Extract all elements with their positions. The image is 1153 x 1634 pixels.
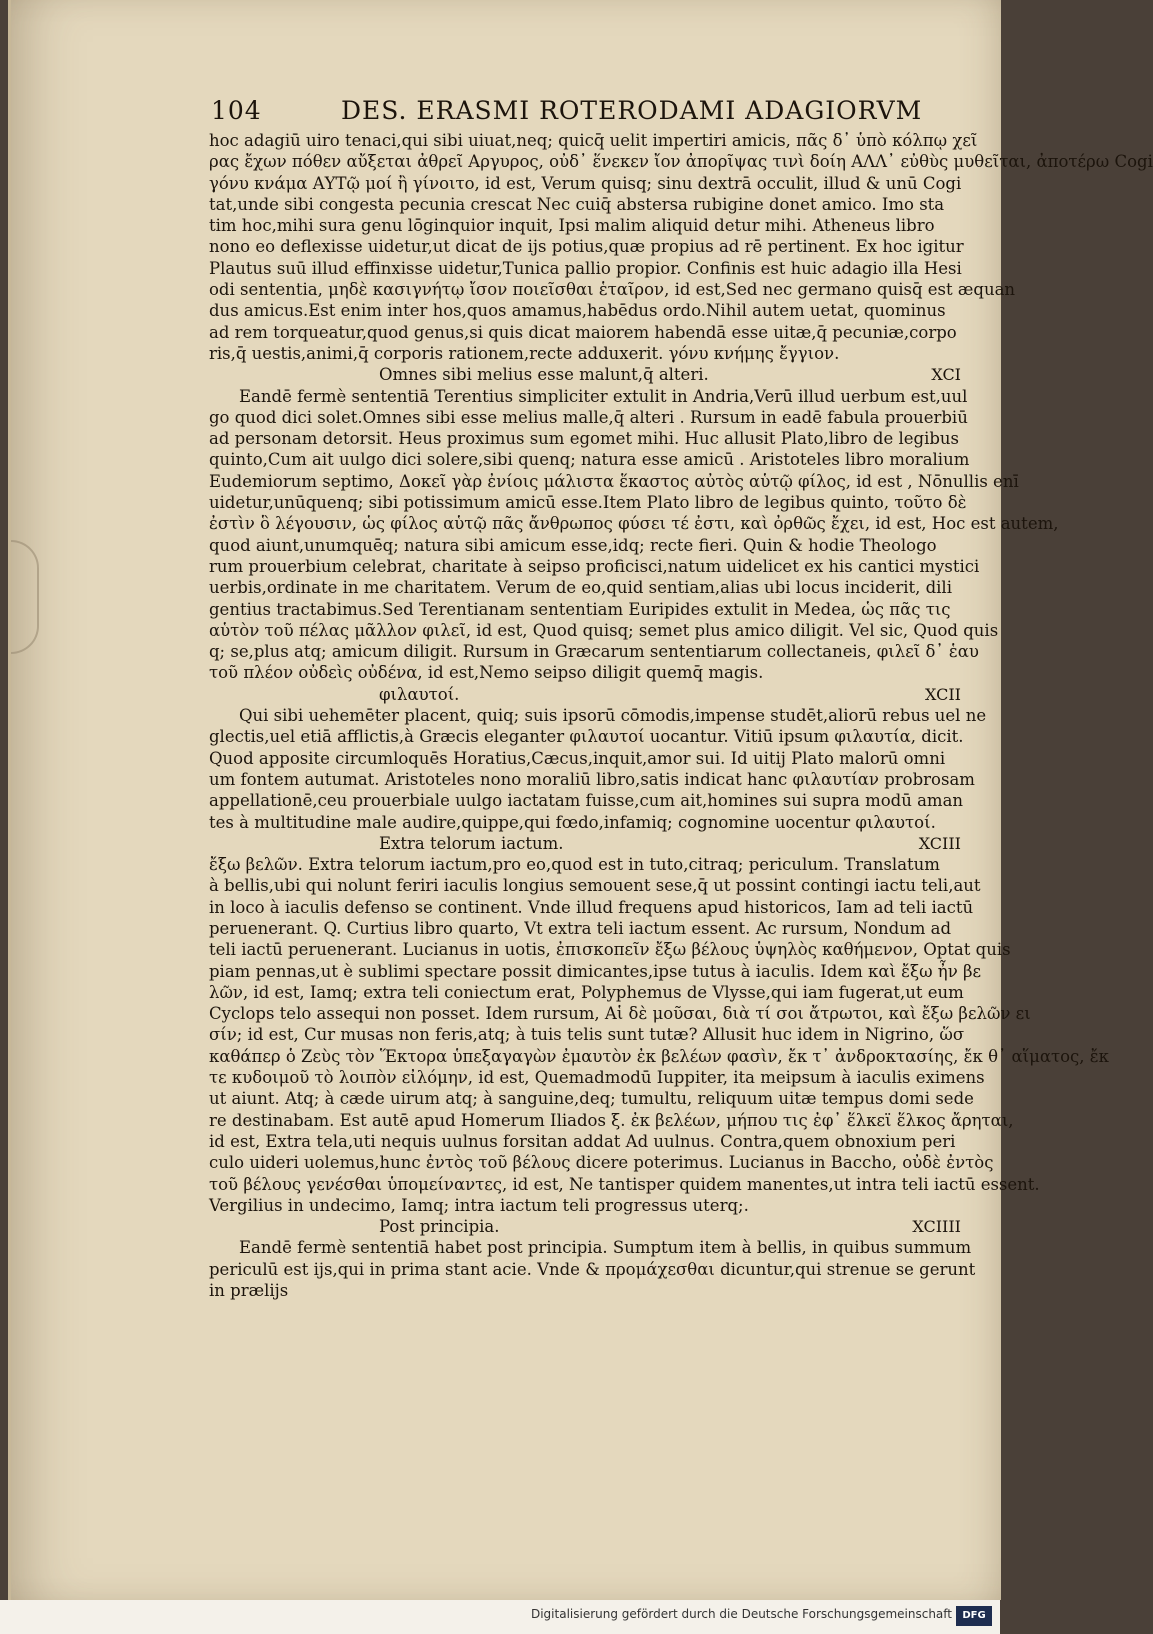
book-page	[8, 0, 1153, 1600]
text-line	[209, 1174, 1040, 1195]
text-line	[209, 1237, 971, 1258]
text-line	[209, 875, 981, 896]
line-text: Eandē fermè sententiā Terentius simpliciter extulit in Andria,Verū illud uerbum est,uul	[239, 386, 968, 406]
text-line	[209, 215, 971, 236]
line-text: q; se,plus atq; amicum diligit. Rursum in Græcarum sententiarum collectaneis, φιλεῖ δ᾽ ἑαυ	[209, 642, 979, 662]
text-line	[209, 300, 971, 321]
text-line	[209, 194, 971, 215]
text-line	[209, 1110, 1014, 1131]
line-text: Vergilius in undecimo, Iamq; intra iactum teli progressus uterq;.	[209, 1195, 749, 1215]
line-text: glectis,uel etiā afflictis,à Græcis eleganter φιλαυτοί uocantur. Vitiū ipsum φιλαυτία, dicit.	[209, 727, 964, 747]
text-line	[209, 1003, 1031, 1024]
adage-number: XCIIII	[912, 1217, 961, 1237]
text-line	[209, 535, 971, 556]
text-line	[209, 236, 971, 257]
text-line	[209, 407, 971, 428]
adage-number: XCIII	[918, 833, 961, 853]
line-text: Quod apposite circumloquēs Horatius,Cæcus,inquit,amor sui. Id uitij Plato malorū omni	[209, 748, 946, 768]
line-text: τοῦ πλέον οὐδεὶς οὐδένα, id est,Nemo seipso diligit quemq̄ magis.	[209, 663, 764, 683]
text-line	[209, 428, 971, 449]
line-text: uerbis,ordinate in me charitatem. Verum de eo,quid sentiam,alias ubi locus inciderit, dili	[209, 578, 952, 598]
text-line	[209, 748, 971, 769]
adage-heading	[209, 684, 971, 705]
line-text: quod aiunt,unumquēq; natura sibi amicum esse,idq; recte fieri. Quin & hodie Theologo	[209, 535, 937, 555]
text-line	[209, 620, 999, 641]
text-line	[209, 897, 974, 918]
line-text: Eudemiorum septimo, Δοκεῖ γὰρ ἐνίοις μάλιστα ἕκαστος αὐτὸς αὑτῷ φίλος, id est , Nōnullis enī	[209, 471, 1019, 491]
line-text: Post principia.	[379, 1217, 500, 1237]
footer-bar	[0, 1600, 1000, 1634]
line-text: σίν; id est, Cur musas non feris,atq; à tuis telis sunt tutæ? Allusit huc idem in Nigrino, ὥσ	[209, 1025, 965, 1045]
line-text: à bellis,ubi qui nolunt feriri iaculis longius semouent sese,q̄ ut possint contingi iactu teli,aut	[209, 876, 981, 896]
adage-number: XCI	[931, 365, 961, 385]
text-line	[209, 322, 971, 343]
text-line	[209, 1024, 971, 1045]
line-text: ἔξω βελῶν. Extra telorum iactum,pro eo,quod est in tuto,citraq; periculum. Translatum	[209, 855, 940, 875]
text-line	[209, 1046, 1109, 1067]
line-text: ad rem torqueatur,quod genus,si quis dicat maiorem habendā esse uitæ,q̄ pecuniæ,corpo	[209, 322, 957, 342]
line-text: Cyclops telo assequi non posset. Idem rursum, Αἱ δὲ μοῦσαι, διὰ τί σοι ἄτρωτοι, καὶ ἔξω βελῶν ει	[209, 1004, 1031, 1024]
text-line	[209, 599, 971, 620]
line-text: tim hoc,mihi sura genu lōginquior inquit, Ipsi malim aliquid detur mihi. Atheneus libro	[209, 216, 935, 236]
text-line	[209, 662, 971, 683]
text-line	[209, 769, 975, 790]
line-text: ρας ἔχων πόθεν αὔξεται ἀθρεῖ Αργυρος, οὐδ᾽ ἕνεκεν ἴον ἀπορῖψας τινὶ δοίη ΑΛΛ᾽ εὐθὺς μυθεῖται, ἀποτέρω Cogi	[209, 152, 1153, 172]
dfg-logo: DFG	[956, 1606, 992, 1626]
line-text: λῶν, id est, Iamq; extra teli coniectum erat, Polyphemus de Vlysse,qui iam fugerat,ut eum	[209, 982, 964, 1002]
text-line	[209, 1131, 971, 1152]
text-line	[209, 492, 971, 513]
text-line	[209, 556, 980, 577]
text-line	[209, 641, 979, 662]
line-text: tat,unde sibi congesta pecunia crescat Nec cuiq̄ abstersa rubigine donet amico. Imo sta	[209, 194, 945, 214]
line-text: τοῦ βέλους γενέσθαι ὑπομείναντες, id est, Ne tantisper quidem manentes,ut intra teli iactū essent.	[209, 1174, 1040, 1194]
adage-number: XCII	[925, 684, 961, 704]
line-text: Eandē fermè sententiā habet post principia. Sumptum item à bellis, in quibus summum	[239, 1238, 972, 1258]
text-line	[209, 790, 971, 811]
line-text: in prælijs	[209, 1281, 289, 1301]
line-text: in loco à iaculis defenso se continent. Vnde illud frequens apud historicos, Iam ad teli iactū	[209, 897, 974, 917]
line-text: odi sententia, μηδὲ κασιγνήτῳ ἴσον ποιεῖσθαι ἑταῖρον, id est,Sed nec germano quisq̄ est æquan	[209, 280, 1016, 300]
text-line	[209, 961, 982, 982]
line-text: quinto,Cum ait uulgo dici solere,sibi quenq; natura esse amicū . Aristoteles libro moralium	[209, 450, 970, 470]
text-line	[209, 513, 1059, 534]
text-line	[209, 130, 978, 151]
text-line	[209, 577, 971, 598]
text-line	[209, 151, 1153, 172]
line-text: re destinabam. Est autē apud Homerum Iliados ξ. ἐκ βελέων, μήπου τις ἐφ᾽ ἕλκεϊ ἕλκος ἄρηται,	[209, 1110, 1014, 1130]
line-text: Extra telorum iactum.	[379, 833, 564, 853]
page-number: 104	[211, 96, 262, 125]
line-text: appellationē,ceu prouerbiale uulgo iactatam fuisse,cum ait,homines sui supra modū aman	[209, 791, 964, 811]
line-text: Omnes sibi melius esse malunt,q̄ alteri.	[379, 365, 709, 385]
running-header	[211, 96, 971, 125]
text-body	[209, 130, 1153, 1301]
line-text: peruenerant. Q. Curtius libro quarto, Vt extra teli iactum essent. Ac rursum, Nondum ad	[209, 918, 952, 938]
line-text: periculū est ijs,qui in prima stant acie. Vnde & προμάχεσθαι dicuntur,qui strenue se gerunt	[209, 1259, 976, 1279]
line-text: piam pennas,ut è sublimi spectare possit dimicantes,ipse tutus à iaculis. Idem καὶ ἔξω ἦν βε	[209, 961, 982, 981]
text-line	[209, 812, 971, 833]
text-line	[209, 1152, 994, 1173]
text-line	[209, 726, 971, 747]
line-text: γόνυ κνάμα ΑΥΤῷ μοί ἢ γίνοιτο, id est, Verum quisq; sinu dextrā occulit, illud & unū Cogi	[209, 173, 962, 193]
text-line	[209, 1195, 971, 1216]
text-line	[209, 173, 971, 194]
line-text: Qui sibi uehemēter placent, quiq; suis ipsorū cōmodis,impense studēt,aliorū rebus uel ne	[239, 706, 987, 726]
text-line	[209, 939, 1011, 960]
adage-heading	[209, 364, 971, 385]
text-line	[209, 449, 971, 470]
line-text: nono eo deflexisse uidetur,ut dicat de ijs potius,quæ propius ad rē pertinent. Ex hoc igitur	[209, 237, 964, 257]
funding-credit: Digitalisierung gefördert durch die Deutsche Forschungsgemeinschaft	[530, 1607, 952, 1621]
line-text: φιλαυτοί.	[379, 684, 460, 704]
line-text: hoc adagiū uiro tenaci,qui sibi uiuat,neq; quicq̄ uelit impertiri amicis, πᾶς δ᾽ ὑπὸ κόλπῳ χεῖ	[209, 131, 978, 150]
line-text: ad personam detorsit. Heus proximus sum egomet mihi. Huc allusit Plato,libro de legibus	[209, 429, 960, 449]
text-line	[209, 918, 971, 939]
text-line	[209, 1088, 974, 1109]
text-line	[209, 1067, 985, 1088]
line-text: culo uideri uolemus,hunc ἐντὸς τοῦ βέλους dicere poterimus. Lucianus in Baccho, οὐδὲ ἐντὸς	[209, 1153, 994, 1173]
text-line	[209, 258, 971, 279]
text-line	[209, 471, 1019, 492]
text-line	[209, 1280, 971, 1301]
line-text: dus amicus.Est enim inter hos,quos amamus,habēdus ordo.Nihil autem uetat, quominus	[209, 301, 946, 321]
line-text: ut aiunt. Atq; à cæde uirum atq; à sanguine,deq; tumultu, reliquum uitæ tempus domi sede	[209, 1089, 974, 1109]
running-title: DES. ERASMI ROTERODAMI ADAGIORVM	[341, 96, 923, 125]
line-text: rum prouerbium celebrat, charitate à seipso proficisci,natum uidelicet ex his cantici mystici	[209, 556, 980, 576]
text-line	[209, 854, 971, 875]
line-text: teli iactū peruenerant. Lucianus in uotis, ἐπισκοπεῖν ἔξω βέλους ὑψηλὸς καθήμενον, Optat quis	[209, 940, 1011, 960]
adage-heading	[209, 1216, 971, 1237]
line-text: um fontem autumat. Aristoteles nono moraliū libro,satis indicat hanc φιλαυτίαν probrosam	[209, 769, 975, 789]
text-line	[209, 1259, 976, 1280]
line-text: τε κυδοιμοῦ τὸ λοιπὸν εἰλόμην, id est, Quemadmodū Iuppiter, ita meipsum à iaculis eximens	[209, 1068, 985, 1088]
line-text: uidetur,unūquenq; sibi potissimum amicū esse.Item Plato libro de legibus quinto, τοῦτο δὲ	[209, 493, 967, 513]
line-text: ris,q̄ uestis,animi,q̄ corporis rationem,recte adduxerit. γόνυ κνήμης ἔγγιον.	[209, 343, 840, 363]
text-line	[209, 386, 971, 407]
line-text: καθάπερ ὁ Ζεὺς τὸν Ἕκτορα ὑπεξαγαγὼν ἐμαυτὸν ἐκ βελέων φασὶν, ἔκ τ᾽ ἀνδροκτασίης, ἔκ θ᾽ αἵματος, ἔκ	[209, 1046, 1109, 1066]
line-text: tes à multitudine male audire,quippe,qui fœdo,infamiq; cognomine uocentur φιλαυτοί.	[209, 812, 936, 832]
line-text: ἐστὶν ὃ λέγουσιν, ὡς φίλος αὑτῷ πᾶς ἄνθρωπος φύσει τέ ἐστι, καὶ ὀρθῶς ἔχει, id est, Hoc est autem,	[209, 514, 1059, 534]
line-text: Plautus suū illud effinxisse uidetur,Tunica pallio propior. Confinis est huic adagio illa Hesi	[209, 258, 962, 278]
line-text: αὑτὸν τοῦ πέλας μᾶλλον φιλεῖ, id est, Quod quisq; semet plus amico diligit. Vel sic, Quod quis	[209, 620, 999, 640]
text-line	[209, 343, 971, 364]
text-line	[209, 705, 987, 726]
text-line	[209, 982, 971, 1003]
line-text: id est, Extra tela,uti nequis uulnus forsitan addat Ad uulnus. Contra,quem obnoxium peri	[209, 1131, 956, 1151]
line-text: gentius tractabimus.Sed Terentianam sententiam Euripides extulit in Medea, ὡς πᾶς τις	[209, 599, 951, 619]
adage-heading	[209, 833, 971, 854]
text-line	[209, 279, 1016, 300]
line-text: go quod dici solet.Omnes sibi esse melius malle,q̄ alteri . Rursum in eadē fabula prouerbiū	[209, 407, 968, 427]
